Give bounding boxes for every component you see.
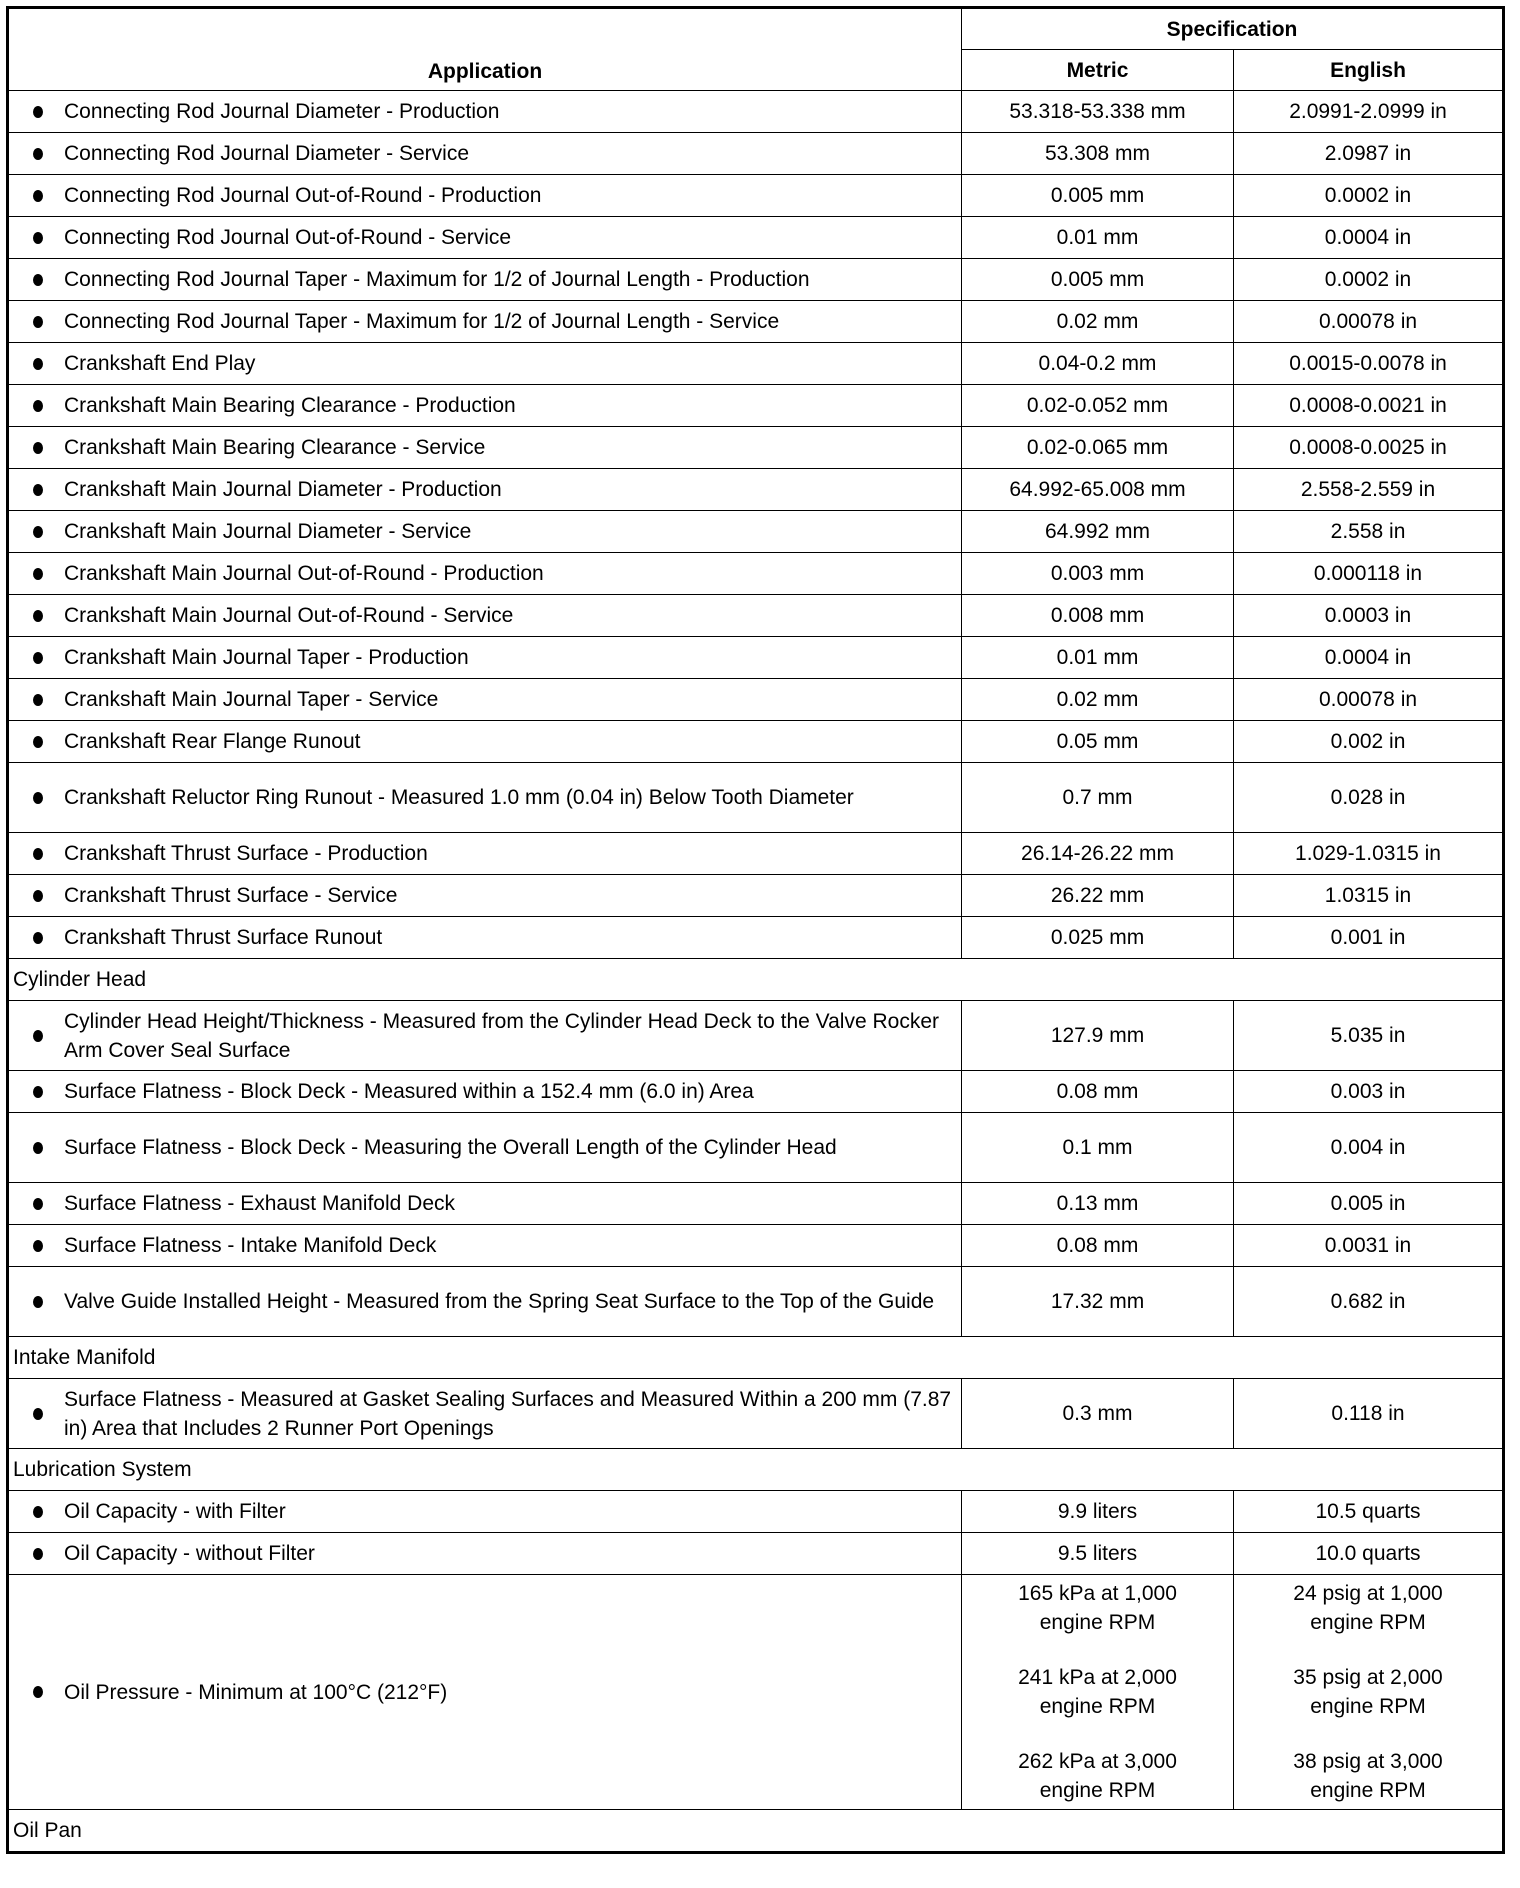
metric-cell: 53.308 mm	[962, 133, 1234, 175]
application-cell	[8, 91, 962, 133]
application-cell	[8, 763, 962, 833]
table-row	[8, 175, 1504, 217]
bullet-icon	[33, 1240, 43, 1252]
metric-line: engine RPM	[1039, 1695, 1156, 1718]
bullet-icon	[33, 694, 43, 706]
metric-cell: 0.01 mm	[962, 217, 1234, 259]
metric-cell: 0.008 mm	[962, 595, 1234, 637]
bullet-icon	[33, 652, 43, 664]
metric-cell: 0.005 mm	[962, 259, 1234, 301]
table-row	[8, 1575, 1504, 1810]
metric-line: engine RPM	[1039, 1779, 1156, 1802]
metric-cell: 26.14-26.22 mm	[962, 833, 1234, 875]
application-text: Crankshaft Main Journal Out-of-Round - Service	[64, 604, 514, 627]
application-text: Cylinder Head Height/Thickness - Measured from the Cylinder Head Deck to the Valve Rocker Arm Cover Seal Surface	[64, 1009, 939, 1062]
table-row	[8, 679, 1504, 721]
section-row	[8, 1810, 1504, 1853]
bullet-icon	[33, 890, 43, 902]
table-row	[8, 1183, 1504, 1225]
english-cell: 0.0002 in	[1234, 175, 1504, 217]
bullet-icon	[33, 792, 43, 804]
metric-line: 241 kPa at 2,000	[1018, 1666, 1177, 1689]
application-text: Crankshaft Thrust Surface - Service	[64, 884, 398, 907]
table-row	[8, 1001, 1504, 1071]
header-metric: Metric	[962, 50, 1234, 91]
bullet-icon	[33, 274, 43, 286]
metric-line: 165 kPa at 1,000	[1018, 1582, 1177, 1605]
table-row	[8, 763, 1504, 833]
section-row	[8, 959, 1504, 1001]
metric-cell: 9.9 liters	[962, 1491, 1234, 1533]
table-row	[8, 511, 1504, 553]
table-row	[8, 133, 1504, 175]
english-cell: 0.002 in	[1234, 721, 1504, 763]
english-cell: 0.00078 in	[1234, 679, 1504, 721]
english-cell: 0.0031 in	[1234, 1225, 1504, 1267]
metric-cell: 0.02-0.052 mm	[962, 385, 1234, 427]
application-text: Oil Capacity - without Filter	[64, 1542, 315, 1565]
application-text: Surface Flatness - Exhaust Manifold Deck	[64, 1192, 456, 1215]
application-text: Crankshaft Main Bearing Clearance - Service	[64, 436, 486, 459]
english-cell: 10.0 quarts	[1234, 1533, 1504, 1575]
bullet-icon	[33, 1030, 43, 1042]
table-row	[8, 469, 1504, 511]
table-row	[8, 385, 1504, 427]
application-cell	[8, 469, 962, 511]
bullet-icon	[33, 848, 43, 860]
metric-cell: 0.13 mm	[962, 1183, 1234, 1225]
bullet-icon	[33, 190, 43, 202]
bullet-icon	[33, 1296, 43, 1308]
table-row	[8, 1379, 1504, 1449]
application-text: Crankshaft Main Journal Taper - Service	[64, 688, 439, 711]
english-cell: 0.028 in	[1234, 763, 1504, 833]
table-row	[8, 1113, 1504, 1183]
bullet-icon	[33, 1142, 43, 1154]
application-text: Connecting Rod Journal Diameter - Production	[64, 100, 500, 123]
metric-cell: 0.08 mm	[962, 1225, 1234, 1267]
metric-cell: 0.003 mm	[962, 553, 1234, 595]
bullet-icon	[33, 484, 43, 496]
application-cell	[8, 679, 962, 721]
application-text: Connecting Rod Journal Out-of-Round - Service	[64, 226, 512, 249]
english-cell: 5.035 in	[1234, 1001, 1504, 1071]
section-row	[8, 1337, 1504, 1379]
application-text: Surface Flatness - Intake Manifold Deck	[64, 1234, 437, 1257]
application-cell	[8, 511, 962, 553]
metric-cell: 64.992-65.008 mm	[962, 469, 1234, 511]
bullet-icon	[33, 736, 43, 748]
bullet-icon	[33, 1686, 43, 1698]
table-row	[8, 427, 1504, 469]
metric-cell: 17.32 mm	[962, 1267, 1234, 1337]
bullet-icon	[33, 358, 43, 370]
bullet-icon	[33, 568, 43, 580]
english-cell: 1.0315 in	[1234, 875, 1504, 917]
table-row	[8, 1533, 1504, 1575]
table-row	[8, 1225, 1504, 1267]
metric-cell: 53.318-53.338 mm	[962, 91, 1234, 133]
application-cell	[8, 259, 962, 301]
english-cell: 0.118 in	[1234, 1379, 1504, 1449]
english-cell: 0.003 in	[1234, 1071, 1504, 1113]
english-cell: 10.5 quarts	[1234, 1491, 1504, 1533]
table-row	[8, 917, 1504, 959]
section-title: Oil Pan	[8, 1810, 1504, 1853]
application-cell	[8, 217, 962, 259]
english-cell: 2.558 in	[1234, 511, 1504, 553]
application-cell	[8, 301, 962, 343]
application-cell	[8, 133, 962, 175]
application-cell	[8, 175, 962, 217]
table-row	[8, 343, 1504, 385]
english-cell: 0.000118 in	[1234, 553, 1504, 595]
metric-cell: 9.5 liters	[962, 1533, 1234, 1575]
metric-cell: 0.08 mm	[962, 1071, 1234, 1113]
application-cell	[8, 553, 962, 595]
table-row	[8, 721, 1504, 763]
bullet-icon	[33, 1086, 43, 1098]
application-text: Crankshaft Main Journal Diameter - Service	[64, 520, 472, 543]
application-text: Crankshaft Thrust Surface - Production	[64, 842, 428, 865]
table-row	[8, 833, 1504, 875]
table-row	[8, 875, 1504, 917]
english-line: 35 psig at 2,000	[1293, 1666, 1443, 1689]
table-row	[8, 1267, 1504, 1337]
bullet-icon	[33, 1506, 43, 1518]
header-specification: Specification	[962, 8, 1504, 50]
english-cell: 0.0002 in	[1234, 259, 1504, 301]
english-cell: 0.0008-0.0025 in	[1234, 427, 1504, 469]
application-text: Crankshaft Thrust Surface Runout	[64, 926, 383, 949]
bullet-icon	[33, 932, 43, 944]
application-cell	[8, 833, 962, 875]
bullet-icon	[33, 442, 43, 454]
application-text: Connecting Rod Journal Out-of-Round - Production	[64, 184, 542, 207]
application-text: Surface Flatness - Block Deck - Measuring the Overall Length of the Cylinder Head	[64, 1136, 837, 1159]
application-cell	[8, 917, 962, 959]
table-row	[8, 595, 1504, 637]
metric-cell	[962, 1575, 1234, 1810]
application-cell	[8, 427, 962, 469]
english-cell: 0.0015-0.0078 in	[1234, 343, 1504, 385]
english-cell: 2.0987 in	[1234, 133, 1504, 175]
table-row	[8, 301, 1504, 343]
application-cell	[8, 721, 962, 763]
application-cell	[8, 343, 962, 385]
bullet-icon	[33, 148, 43, 160]
application-text: Crankshaft Rear Flange Runout	[64, 730, 361, 753]
metric-cell: 0.02-0.065 mm	[962, 427, 1234, 469]
english-cell: 2.558-2.559 in	[1234, 469, 1504, 511]
metric-cell: 0.04-0.2 mm	[962, 343, 1234, 385]
application-cell	[8, 1575, 962, 1810]
application-text: Connecting Rod Journal Taper - Maximum for 1/2 of Journal Length - Service	[64, 310, 780, 333]
application-text: Surface Flatness - Block Deck - Measured within a 152.4 mm (6.0 in) Area	[64, 1080, 754, 1103]
metric-cell: 0.01 mm	[962, 637, 1234, 679]
english-cell: 0.682 in	[1234, 1267, 1504, 1337]
english-cell: 1.029-1.0315 in	[1234, 833, 1504, 875]
english-cell: 2.0991-2.0999 in	[1234, 91, 1504, 133]
application-cell	[8, 875, 962, 917]
bullet-icon	[33, 106, 43, 118]
metric-cell: 0.1 mm	[962, 1113, 1234, 1183]
english-cell: 0.0008-0.0021 in	[1234, 385, 1504, 427]
application-cell	[8, 385, 962, 427]
application-text: Connecting Rod Journal Taper - Maximum for 1/2 of Journal Length - Production	[64, 268, 810, 291]
english-cell: 0.004 in	[1234, 1113, 1504, 1183]
bullet-icon	[33, 316, 43, 328]
english-cell: 0.00078 in	[1234, 301, 1504, 343]
metric-cell: 0.025 mm	[962, 917, 1234, 959]
english-cell: 0.0004 in	[1234, 637, 1504, 679]
application-cell	[8, 1001, 962, 1071]
application-text: Oil Pressure - Minimum at 100°C (212°F)	[64, 1680, 448, 1704]
metric-cell: 0.02 mm	[962, 679, 1234, 721]
english-cell	[1234, 1575, 1504, 1810]
metric-cell: 0.02 mm	[962, 301, 1234, 343]
english-line: engine RPM	[1310, 1611, 1426, 1634]
metric-line: 262 kPa at 3,000	[1018, 1750, 1177, 1773]
table-row	[8, 259, 1504, 301]
application-text: Connecting Rod Journal Diameter - Service	[64, 142, 470, 165]
section-row	[8, 1449, 1504, 1491]
english-line: engine RPM	[1310, 1779, 1426, 1802]
application-text: Surface Flatness - Measured at Gasket Sealing Surfaces and Measured Within a 200 mm (7.87 in) Area that Includes 2 Runner Port Openings	[64, 1387, 952, 1440]
bullet-icon	[33, 232, 43, 244]
bullet-icon	[33, 1548, 43, 1560]
section-title: Lubrication System	[8, 1449, 1504, 1491]
specification-table	[6, 6, 1505, 1854]
application-text: Oil Capacity - with Filter	[64, 1500, 286, 1523]
application-cell	[8, 1533, 962, 1575]
application-cell	[8, 1225, 962, 1267]
header-english: English	[1234, 50, 1504, 91]
table-row	[8, 217, 1504, 259]
bullet-icon	[33, 526, 43, 538]
application-cell	[8, 1183, 962, 1225]
metric-cell: 0.3 mm	[962, 1379, 1234, 1449]
application-text: Crankshaft Main Bearing Clearance - Production	[64, 394, 516, 417]
table-row	[8, 1071, 1504, 1113]
bullet-icon	[33, 1408, 43, 1420]
application-cell	[8, 637, 962, 679]
application-cell	[8, 1491, 962, 1533]
english-line: 24 psig at 1,000	[1293, 1582, 1443, 1605]
section-title: Intake Manifold	[8, 1337, 1504, 1379]
bullet-icon	[33, 610, 43, 622]
application-text: Valve Guide Installed Height - Measured from the Spring Seat Surface to the Top of the Guide	[64, 1290, 935, 1313]
header-application: Application	[8, 8, 962, 91]
application-text: Crankshaft Main Journal Diameter - Production	[64, 478, 502, 501]
metric-cell: 64.992 mm	[962, 511, 1234, 553]
table-row	[8, 91, 1504, 133]
english-cell: 0.0003 in	[1234, 595, 1504, 637]
english-line: engine RPM	[1310, 1695, 1426, 1718]
section-title: Cylinder Head	[8, 959, 1504, 1001]
metric-cell: 0.05 mm	[962, 721, 1234, 763]
application-cell	[8, 595, 962, 637]
english-cell: 0.001 in	[1234, 917, 1504, 959]
metric-cell: 0.7 mm	[962, 763, 1234, 833]
application-text: Crankshaft Main Journal Taper - Production	[64, 646, 469, 669]
application-text: Crankshaft Main Journal Out-of-Round - Production	[64, 562, 544, 585]
metric-cell: 127.9 mm	[962, 1001, 1234, 1071]
application-cell	[8, 1113, 962, 1183]
metric-cell: 26.22 mm	[962, 875, 1234, 917]
bullet-icon	[33, 1198, 43, 1210]
application-cell	[8, 1071, 962, 1113]
table-row	[8, 1491, 1504, 1533]
application-cell	[8, 1267, 962, 1337]
application-text: Crankshaft Reluctor Ring Runout - Measured 1.0 mm (0.04 in) Below Tooth Diameter	[64, 786, 854, 809]
english-cell: 0.005 in	[1234, 1183, 1504, 1225]
metric-line: engine RPM	[1039, 1611, 1156, 1634]
application-cell	[8, 1379, 962, 1449]
table-row	[8, 553, 1504, 595]
metric-cell: 0.005 mm	[962, 175, 1234, 217]
english-line: 38 psig at 3,000	[1293, 1750, 1443, 1773]
english-cell: 0.0004 in	[1234, 217, 1504, 259]
application-text: Crankshaft End Play	[64, 352, 256, 375]
table-row	[8, 637, 1504, 679]
bullet-icon	[33, 400, 43, 412]
